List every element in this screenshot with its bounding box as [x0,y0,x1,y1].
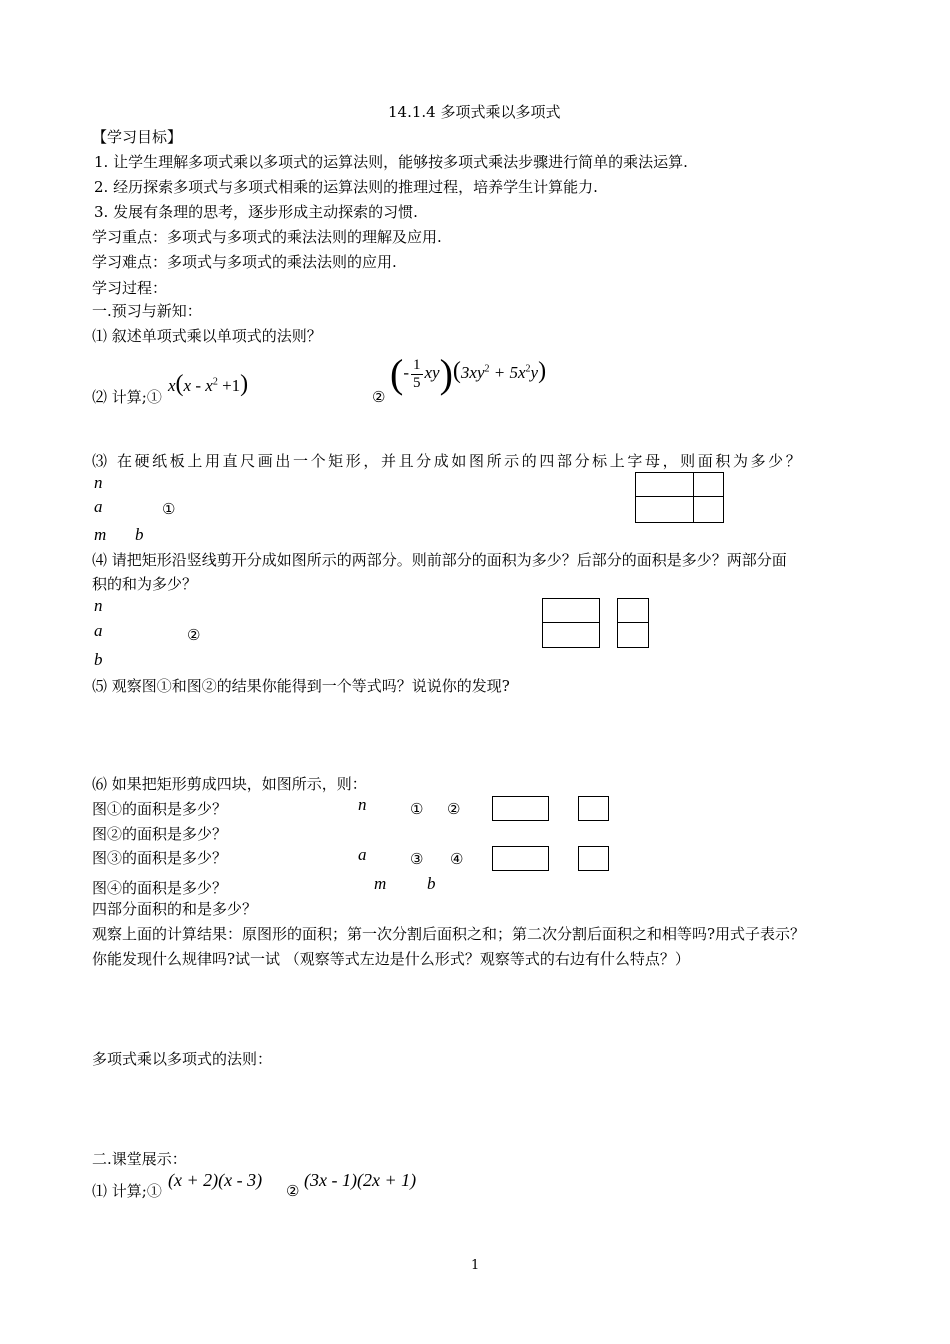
objective-item: 2. 经历探索多项式与多项式相乘的运算法则的推理过程，培养学生计算能力. [94,178,598,196]
question-6: ⑹ 如果把矩形剪成四块，如图所示，则： [92,775,367,793]
difficulty: 学习难点：多项式与多项式的乘法法则的应用. [92,253,397,271]
q6-item: 四部分面积的和是多少？ [92,900,258,918]
objectives-heading: 【学习目标】 [92,128,183,146]
fig2-circle-label: ② [187,626,201,644]
fig1-label-a: a [94,497,103,516]
question-1: ⑴ 叙述单项式乘以单项式的法则？ [92,327,322,345]
q2-expression-1: $x(x - x^2 +1)$ [168,371,249,397]
fig3-rect-1 [492,796,549,821]
fig3-circle-4: ④ [450,850,464,868]
practice-circle-2: ② [286,1182,300,1200]
observe-line-2: 你能发现什么规律吗?试一试 （观察等式左边是什么形式？观察等式的右边有什么特点？） [92,950,690,968]
observe-line-1: 观察上面的计算结果：原图形的面积；第一次分割后面积之和；第二次分割后面积之和相等吗?用式子表示？ [92,925,806,943]
fig1-label-m: m [94,525,107,544]
practice-expression-1: (x + 2)(x - 3) [168,1170,263,1190]
q6-item: 图②的面积是多少？ [92,825,228,843]
fig1-rect-bottom-right [693,496,724,523]
question-2-circle-2: ② [372,388,386,406]
page-title: 14.1.4 多项式乘以多项式 [388,103,561,121]
fig3-rect-3 [492,846,549,871]
fig2-label-n: n [94,596,103,615]
question-3: ⑶ 在硬纸板上用直尺画出一个矩形，并且分成如图所示的四部分标上字母，则面积为多少？ [92,452,804,470]
fig3-circle-2: ② [447,800,461,818]
fig1-rect-top-right [693,472,724,497]
fig2-label-a: a [94,621,103,640]
fig3-rect-2 [578,796,609,821]
section2-heading: 二.课堂展示： [92,1150,187,1168]
fig2-rect-left-top [542,598,600,623]
fig3-circle-3: ③ [410,850,424,868]
section1-heading: 一.预习与新知： [92,302,202,320]
fig1-rect-bottom-left [635,496,694,523]
fig1-circle-label: ① [162,500,176,518]
fig3-label-b: b [427,874,436,893]
fig1-rect-top-left [635,472,694,497]
question-4-line-2: 积的和为多少？ [92,575,198,593]
question-4-line-1: ⑷ 请把矩形沿竖线剪开分成如图所示的两部分。则前部分的面积为多少？后部分的面积是多少？两部分面 [92,551,787,569]
key-point: 学习重点：多项式与多项式的乘法法则的理解及应用. [92,228,442,246]
fig1-label-b: b [135,525,144,544]
question-5: ⑸ 观察图①和图②的结果你能得到一个等式吗？说说你的发现? [92,677,510,695]
q6-item: 图①的面积是多少？ [92,800,228,818]
practice-expression-2: (3x - 1)(2x + 1) [304,1170,417,1190]
question-2-label: ⑵ 计算;① [92,388,162,406]
page-number: 1 [471,1258,480,1273]
rule-heading: 多项式乘以多项式的法则： [92,1050,273,1068]
fig2-label-b: b [94,650,103,669]
practice-label: ⑴ 计算;① [92,1182,162,1200]
fig2-rect-right-top [617,598,649,623]
q6-item: 图③的面积是多少？ [92,849,228,867]
q2-expression-2: (- $\frac{1}{5}$ $xy)(3xy^2 + 5x^2y)$ [390,351,547,396]
fig2-rect-left-bottom [542,622,600,648]
fig3-label-a: a [358,845,367,864]
fig1-label-n: n [94,473,103,492]
fig2-rect-right-bottom [617,622,649,648]
fig3-rect-4 [578,846,609,871]
objective-item: 3. 发展有条理的思考，逐步形成主动探索的习惯. [94,203,418,221]
fig3-label-m: m [374,874,387,893]
objective-item: 1. 让学生理解多项式乘以多项式的运算法则，能够按多项式乘法步骤进行简单的乘法运算. [94,153,688,171]
process-heading: 学习过程： [92,279,168,297]
fig3-circle-1: ① [410,800,424,818]
q6-item: 图④的面积是多少？ [92,879,228,897]
fig3-label-n: n [358,795,367,814]
